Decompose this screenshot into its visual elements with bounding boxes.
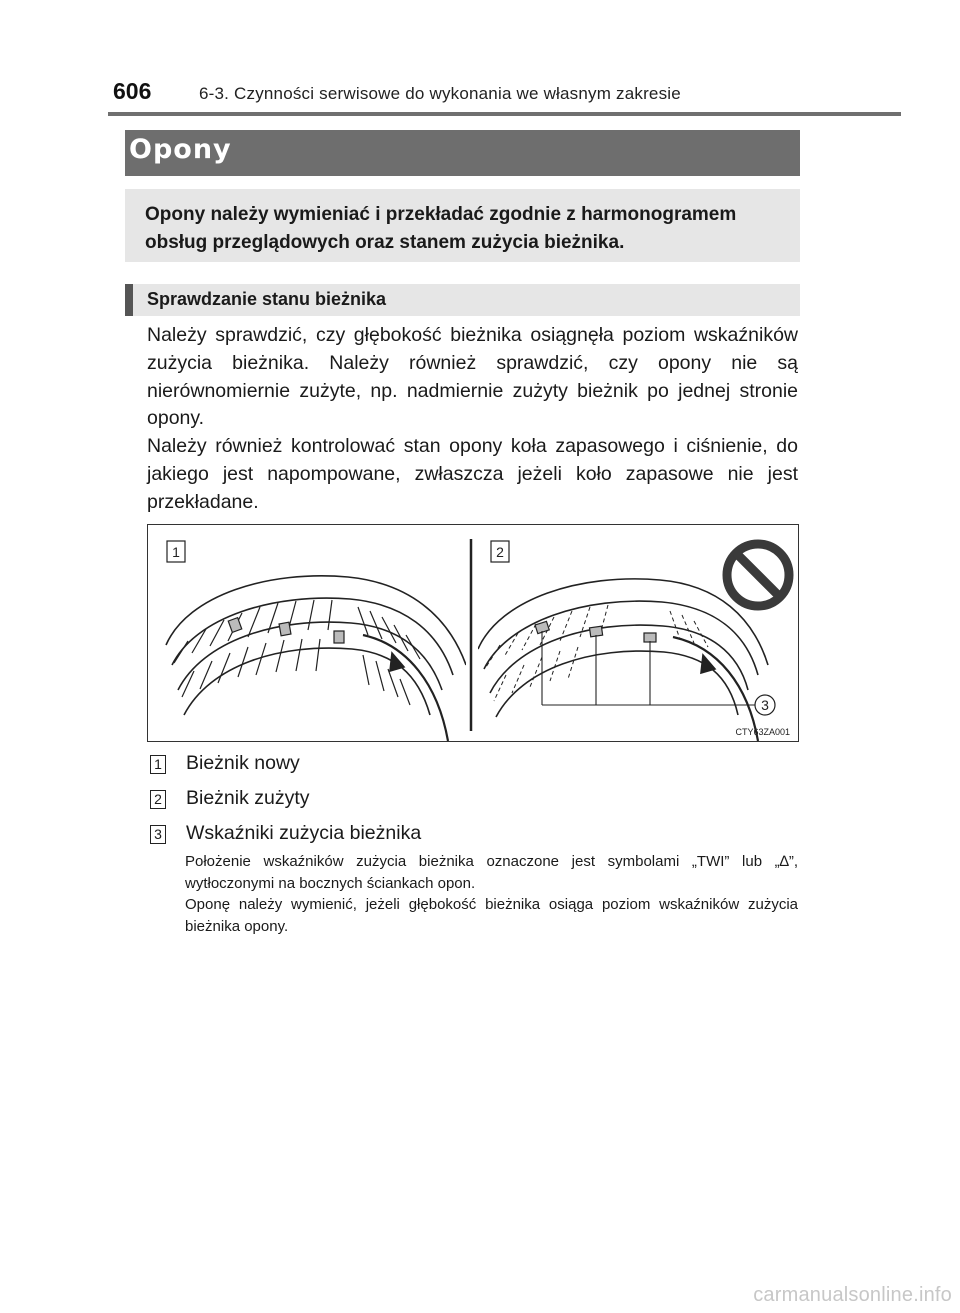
svg-text:1: 1 xyxy=(172,544,180,560)
legend-item xyxy=(147,820,798,855)
prohibited-icon xyxy=(727,544,789,606)
legend-number: 1 xyxy=(150,755,166,774)
tire-tread-figure xyxy=(147,524,799,742)
body-text xyxy=(147,322,798,517)
svg-text:3: 3 xyxy=(761,697,769,713)
subsection-title: Sprawdzanie stanu bieżnika xyxy=(147,289,387,309)
figure-code: CTY63ZA001 xyxy=(735,727,790,737)
subsection-heading xyxy=(125,284,800,316)
svg-text:2: 2 xyxy=(496,544,504,560)
subsection-marker xyxy=(125,284,133,316)
page-header xyxy=(0,0,960,118)
indicator-note xyxy=(185,851,798,937)
legend-label: Wskaźniki zużycia bieżnika xyxy=(186,822,422,844)
tire-illustrations xyxy=(148,525,798,741)
legend-label: Bieżnik nowy xyxy=(186,752,300,774)
page-number: 606 xyxy=(113,78,152,104)
legend-number: 2 xyxy=(150,790,166,809)
callout-2 xyxy=(491,541,509,562)
chapter-title: 6-3. Czynności serwisowe do wykonania we własnym zakresie xyxy=(199,84,681,103)
new-tread-tire-illustration xyxy=(166,576,466,741)
legend-label: Bieżnik zużyty xyxy=(186,787,310,809)
worn-tread-tire-illustration xyxy=(478,579,768,741)
header-divider xyxy=(108,112,901,116)
section-title: Opony xyxy=(129,134,232,165)
note-line: Położenie wskaźników zużycia bieżnika oznaczone jest symbolami „TWI” lub „∆”, wytłoczonymi na bocznych ściankach opon. xyxy=(185,853,798,892)
watermark: carmanualsonline.info xyxy=(753,1284,952,1306)
intro-text: Opony należy wymieniać i przekładać zgodnie z harmonogramem obsług przeglądowych oraz stanem zużycia bieżnika. xyxy=(145,204,737,253)
callout-3 xyxy=(755,695,775,715)
legend-number: 3 xyxy=(150,825,166,844)
callout-1 xyxy=(167,541,185,562)
note-line: Oponę należy wymienić, jeżeli głębokość bieżnika osiąga poziom wskaźników zużycia bieżnika opony. xyxy=(185,896,798,935)
legend-item xyxy=(147,785,798,820)
figure-legend xyxy=(147,750,798,855)
intro-box xyxy=(125,189,800,262)
section-title-bar xyxy=(125,130,800,176)
body-paragraph: Należy również kontrolować stan opony koła zapasowego i ciśnienie, do jakiego jest napompowane, zwłaszcza jeżeli koło zapasowe nie jest przekładane. xyxy=(147,435,798,513)
body-paragraph: Należy sprawdzić, czy głębokość bieżnika osiągnęła poziom wskaźników zużycia bieżnika. Należy również sprawdzić, czy opony nie są nierównomiernie zużyte, np. nadmiernie zużyty bieżnik po jednej stronie opony. xyxy=(147,324,798,430)
legend-item xyxy=(147,750,798,785)
